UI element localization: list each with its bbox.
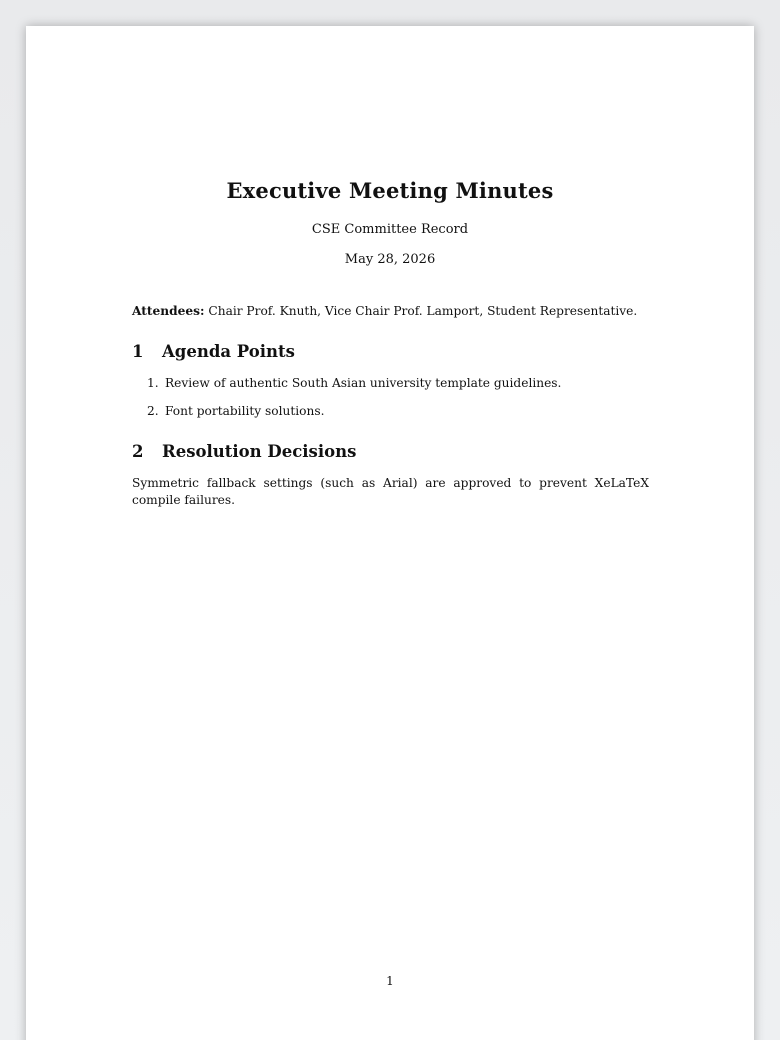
section-title: Agenda Points bbox=[162, 342, 295, 361]
section-heading-agenda-points bbox=[132, 342, 295, 361]
section-number: 1 bbox=[132, 342, 144, 361]
attendees-text: Chair Prof. Knuth, Vice Chair Prof. Lamport, Student Representative. bbox=[204, 304, 638, 318]
list-item-text: Font portability solutions. bbox=[165, 404, 325, 418]
section-title: Resolution Decisions bbox=[162, 442, 357, 461]
page-number: 1 bbox=[386, 974, 394, 988]
attendees-label: Attendees: bbox=[132, 304, 205, 318]
list-item bbox=[147, 404, 324, 418]
document-page bbox=[26, 26, 754, 1040]
resolution-paragraph: Symmetric fallback settings (such as Arial) are approved to prevent XeLaTeX compile failures. bbox=[132, 476, 649, 507]
document-subtitle: CSE Committee Record bbox=[311, 222, 469, 237]
section-number: 2 bbox=[132, 442, 144, 461]
document-date: May 28, 2026 bbox=[344, 252, 436, 267]
list-marker: 1. bbox=[147, 376, 159, 390]
list-item bbox=[147, 376, 561, 390]
attendees-line bbox=[132, 304, 652, 318]
document-title: Executive Meeting Minutes bbox=[226, 178, 554, 203]
section-heading-resolution-decisions bbox=[132, 442, 356, 461]
list-marker: 2. bbox=[147, 404, 159, 418]
list-item-text: Review of authentic South Asian university template guidelines. bbox=[165, 376, 562, 390]
